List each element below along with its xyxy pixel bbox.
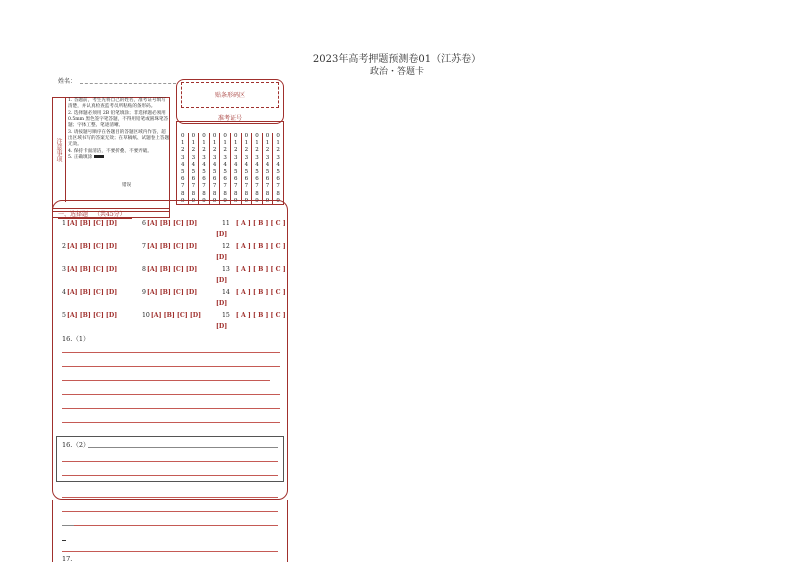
ticket-digit-column[interactable] <box>242 133 253 205</box>
page-subtitle: 政治・答题卡 <box>369 67 424 77</box>
choice-question[interactable] <box>222 220 286 227</box>
ticket-digit[interactable]: 4 <box>265 161 270 168</box>
ticket-digit-column[interactable] <box>210 133 221 205</box>
ticket-digit[interactable]: 0 <box>276 133 280 139</box>
ticket-digit-column[interactable] <box>263 133 274 205</box>
answer-line[interactable] <box>62 352 280 353</box>
choice-number: 11 <box>222 220 230 227</box>
ticket-digit[interactable]: 2 <box>212 147 217 154</box>
ticket-digit[interactable]: 6 <box>191 176 196 183</box>
choice-number: 12 <box>222 243 230 250</box>
ticket-digit[interactable]: 8 <box>234 190 238 197</box>
correct-fill-mark <box>94 155 104 158</box>
section-title-text: 一、选择题 <box>58 211 89 218</box>
choice-number: 2 <box>62 243 66 250</box>
ticket-digit[interactable]: 9 <box>202 197 206 204</box>
ticket-digit[interactable]: 0 <box>265 133 270 139</box>
ticket-digit[interactable]: 3 <box>244 154 249 161</box>
ticket-digit[interactable]: 2 <box>265 147 270 154</box>
ticket-digit[interactable]: 9 <box>212 197 217 204</box>
choice-option-d[interactable]: [D] <box>216 300 228 307</box>
ticket-digit[interactable]: 1 <box>234 140 238 147</box>
choice-options[interactable]: [A] [B] [C] [D] <box>150 312 202 319</box>
choice-question[interactable] <box>142 312 201 319</box>
answer-line[interactable] <box>62 422 280 423</box>
ticket-digit[interactable]: 0 <box>181 133 185 139</box>
ticket-digit[interactable]: 1 <box>265 140 270 147</box>
choice-option-d[interactable]: [D] <box>216 231 228 238</box>
ticket-digit[interactable]: 6 <box>202 176 206 183</box>
ticket-digit-column[interactable] <box>199 133 210 205</box>
ticket-digit[interactable]: 6 <box>255 176 259 183</box>
ticket-digit[interactable]: 4 <box>181 161 185 168</box>
ticket-digit[interactable]: 4 <box>212 161 217 168</box>
choice-options[interactable]: [A] [B] [C] [D] <box>66 312 118 319</box>
ticket-digit[interactable]: 3 <box>212 154 217 161</box>
ticket-digit[interactable]: 9 <box>191 197 196 204</box>
ticket-digit[interactable]: 6 <box>265 176 270 183</box>
notice-item-correct <box>68 155 170 161</box>
ticket-digit[interactable]: 7 <box>255 183 259 190</box>
ticket-digit[interactable]: 6 <box>276 176 280 183</box>
ticket-digit-column[interactable] <box>189 133 200 205</box>
choice-number: 15 <box>222 312 230 319</box>
ticket-digit[interactable]: 9 <box>223 197 227 204</box>
ticket-digit[interactable]: 5 <box>181 169 185 176</box>
ticket-digit[interactable]: 0 <box>244 133 249 139</box>
ticket-digit[interactable]: 0 <box>191 133 196 139</box>
ticket-digit[interactable]: 8 <box>202 190 206 197</box>
ticket-digit[interactable]: 1 <box>276 140 280 147</box>
ticket-digit[interactable]: 2 <box>223 147 227 154</box>
choice-option-d[interactable]: [D] <box>216 277 228 284</box>
ticket-digit[interactable]: 4 <box>255 161 259 168</box>
frame-right-border <box>287 500 288 562</box>
frame-left-border <box>52 500 53 562</box>
barcode-label: 贴条形码区 <box>181 82 279 108</box>
ticket-digit[interactable]: 1 <box>223 140 227 147</box>
notice-item: 4. 保持卡面清洁，不要折叠、不要弄破。 <box>68 148 152 154</box>
ticket-number-label: 准考证号 <box>217 115 242 122</box>
answer-line[interactable] <box>74 525 278 526</box>
choice-options[interactable]: [A] [B] [C] [D] <box>66 266 118 273</box>
ticket-digit[interactable]: 5 <box>276 169 280 176</box>
ticket-digit[interactable]: 7 <box>223 183 227 190</box>
wrong-fill-example <box>122 182 131 188</box>
ticket-digit[interactable]: 2 <box>191 147 196 154</box>
ticket-digit[interactable]: 5 <box>265 169 270 176</box>
choice-question[interactable] <box>142 220 197 227</box>
ticket-digit[interactable]: 9 <box>181 197 185 204</box>
ticket-digit[interactable]: 2 <box>276 147 280 154</box>
ticket-digit[interactable]: 7 <box>265 183 270 190</box>
choice-options[interactable]: [A] [B] [C] [D] <box>66 289 118 296</box>
choice-number: 5 <box>62 312 66 319</box>
choice-options[interactable]: [A] [B] [C] [D] <box>66 220 118 227</box>
answer-line[interactable] <box>62 497 278 498</box>
notice-side-label: 注意事项 <box>52 97 66 202</box>
ticket-digit[interactable]: 2 <box>255 147 259 154</box>
choice-number: 1 <box>62 220 66 227</box>
answer-line[interactable] <box>62 475 278 476</box>
choice-number: 4 <box>62 289 66 296</box>
ticket-digit[interactable]: 9 <box>265 197 270 204</box>
ticket-digit[interactable]: 0 <box>223 133 227 139</box>
ticket-digit[interactable]: 7 <box>244 183 249 190</box>
ticket-digit[interactable]: 7 <box>191 183 196 190</box>
ticket-digit[interactable]: 0 <box>255 133 259 139</box>
page-title: 2023年高考押题预测卷01（江苏卷） <box>312 54 482 65</box>
ticket-digit[interactable]: 5 <box>234 169 238 176</box>
ticket-number-grid <box>178 133 283 205</box>
ticket-digit[interactable]: 7 <box>234 183 238 190</box>
choice-question[interactable] <box>222 243 286 250</box>
ticket-digit[interactable]: 3 <box>223 154 227 161</box>
ticket-digit[interactable]: 7 <box>181 183 185 190</box>
ticket-digit[interactable]: 8 <box>223 190 227 197</box>
ticket-digit[interactable]: 1 <box>244 140 249 147</box>
ticket-digit[interactable]: 1 <box>191 140 196 147</box>
section-points: （共45分） <box>94 211 126 218</box>
choice-options[interactable]: [A] [B] [C] [D] <box>66 243 118 250</box>
ticket-digit[interactable]: 6 <box>244 176 249 183</box>
notice-item: 3. 请按题号顺序在各题目的答题区域内作答，超出区域书写的答案无效；在草稿纸、试题卷上答题无效。 <box>68 129 170 148</box>
choice-number: 3 <box>62 266 66 273</box>
ticket-digit[interactable]: 7 <box>212 183 217 190</box>
choice-options[interactable]: [ A ] [ B ] [ C ] <box>235 266 286 273</box>
ticket-digit[interactable]: 8 <box>191 190 196 197</box>
choice-question[interactable] <box>62 289 117 296</box>
choice-question[interactable] <box>222 289 286 296</box>
ticket-digit[interactable]: 5 <box>191 169 196 176</box>
answer-line[interactable] <box>62 366 280 367</box>
choice-options[interactable]: [ A ] [ B ] [ C ] <box>235 289 286 296</box>
ticket-digit[interactable]: 2 <box>202 147 206 154</box>
ticket-digit[interactable]: 3 <box>234 154 238 161</box>
ticket-digit-column[interactable] <box>252 133 263 205</box>
ticket-digit[interactable]: 4 <box>202 161 206 168</box>
choice-options[interactable]: [A] [B] [C] [D] <box>146 266 198 273</box>
ticket-digit[interactable]: 9 <box>276 197 280 204</box>
choice-option-d[interactable]: [D] <box>216 323 228 330</box>
answer-line[interactable] <box>62 380 270 381</box>
ticket-digit[interactable]: 5 <box>212 169 217 176</box>
ticket-digit[interactable]: 1 <box>212 140 217 147</box>
ticket-digit[interactable]: 5 <box>202 169 206 176</box>
ticket-digit[interactable]: 6 <box>212 176 217 183</box>
ticket-digit[interactable]: 2 <box>181 147 185 154</box>
ticket-digit[interactable]: 8 <box>265 190 270 197</box>
notice-item: 2. 选择题必须用 2B 铅笔填涂；非选择题必须用 0.5mm 黑色签字笔答题，不得用铅笔或圆珠笔答题；字体工整、笔迹清晰。 <box>68 110 169 129</box>
ticket-digit[interactable]: 9 <box>255 197 259 204</box>
answer-line[interactable] <box>62 461 278 462</box>
ticket-digit[interactable]: 3 <box>181 154 185 161</box>
choice-options[interactable]: [ A ] [ B ] [ C ] <box>235 312 286 319</box>
ticket-digit[interactable]: 9 <box>244 197 249 204</box>
answer-line[interactable] <box>62 408 280 409</box>
ticket-digit[interactable]: 5 <box>255 169 259 176</box>
ticket-digit-column[interactable] <box>273 133 283 205</box>
choice-question[interactable] <box>142 266 197 273</box>
choice-number: 9 <box>142 289 146 296</box>
short-line <box>62 540 66 541</box>
choice-number: 14 <box>222 289 230 296</box>
ticket-digit-column[interactable] <box>231 133 242 205</box>
notice-list <box>68 98 170 162</box>
choice-question[interactable] <box>62 243 117 250</box>
ticket-digit[interactable]: 7 <box>276 183 280 190</box>
ticket-digit[interactable]: 8 <box>244 190 249 197</box>
wrong-fill-label: 错误 <box>122 183 132 188</box>
choice-options[interactable]: [A] [B] [C] [D] <box>146 289 198 296</box>
question-16-2-label: 16.（2） <box>62 441 90 449</box>
choice-question[interactable] <box>222 312 286 319</box>
ticket-digit[interactable]: 6 <box>223 176 227 183</box>
ticket-digit[interactable]: 7 <box>202 183 206 190</box>
choice-number: 6 <box>142 220 146 227</box>
ticket-digit[interactable]: 0 <box>202 133 206 139</box>
correct-fill-label: 5. 正确填涂 <box>68 155 93 161</box>
ticket-digit[interactable]: 3 <box>255 154 259 161</box>
choice-question[interactable] <box>142 289 197 296</box>
choice-question[interactable] <box>142 243 197 250</box>
ticket-digit[interactable]: 2 <box>234 147 238 154</box>
choice-question[interactable] <box>62 220 117 227</box>
choice-number: 8 <box>142 266 146 273</box>
section-title <box>58 209 132 219</box>
notice-item: 1. 答题前，考生先将自己的姓名，准考证号填写清楚，并认真检查监考员所粘贴的条形码。 <box>68 98 166 110</box>
name-label: 姓名： <box>58 78 77 85</box>
ticket-digit[interactable]: 4 <box>244 161 249 168</box>
ticket-digit[interactable]: 5 <box>223 169 227 176</box>
choice-question[interactable] <box>62 266 117 273</box>
ticket-digit[interactable]: 4 <box>234 161 238 168</box>
question-17-label: 17. <box>62 555 73 563</box>
answer-line[interactable] <box>88 447 278 448</box>
ticket-digit[interactable]: 3 <box>265 154 270 161</box>
ticket-digit[interactable]: 0 <box>212 133 217 139</box>
ticket-digit-column[interactable] <box>220 133 231 205</box>
question-16-1-label: 16.（1） <box>62 335 90 343</box>
answer-line[interactable] <box>62 551 278 552</box>
choice-question[interactable] <box>62 312 117 319</box>
ticket-digit[interactable]: 8 <box>276 190 280 197</box>
ticket-digit[interactable]: 4 <box>276 161 280 168</box>
ticket-digit[interactable]: 3 <box>276 154 280 161</box>
choice-question[interactable] <box>222 266 286 273</box>
answer-line[interactable] <box>62 394 280 395</box>
ticket-digit[interactable]: 1 <box>181 140 185 147</box>
choice-number: 10 <box>142 312 150 319</box>
ticket-digit[interactable]: 8 <box>181 190 185 197</box>
choice-options[interactable]: [ A ] [ B ] [ C ] <box>235 243 286 250</box>
ticket-digit[interactable]: 3 <box>191 154 196 161</box>
ticket-digit-column[interactable] <box>178 133 189 205</box>
choice-options[interactable]: [A] [B] [C] [D] <box>146 220 198 227</box>
ticket-digit[interactable]: 1 <box>255 140 259 147</box>
choice-options[interactable]: [A] [B] [C] [D] <box>146 243 198 250</box>
name-field[interactable] <box>80 83 176 84</box>
ticket-digit[interactable]: 3 <box>202 154 206 161</box>
ticket-digit[interactable]: 5 <box>244 169 249 176</box>
answer-line[interactable] <box>62 525 74 526</box>
ticket-digit[interactable]: 8 <box>255 190 259 197</box>
ticket-digit[interactable]: 0 <box>234 133 238 139</box>
ticket-digit[interactable]: 4 <box>223 161 227 168</box>
choice-number: 13 <box>222 266 230 273</box>
ticket-digit[interactable]: 1 <box>202 140 206 147</box>
ticket-digit[interactable]: 9 <box>234 197 238 204</box>
ticket-digit[interactable]: 8 <box>212 190 217 197</box>
choice-option-d[interactable]: [D] <box>216 254 228 261</box>
ticket-digit[interactable]: 6 <box>234 176 238 183</box>
ticket-digit[interactable]: 2 <box>244 147 249 154</box>
ticket-digit[interactable]: 4 <box>191 161 196 168</box>
answer-line[interactable] <box>62 511 278 512</box>
choice-options[interactable]: [ A ] [ B ] [ C ] <box>235 220 286 227</box>
ticket-digit[interactable]: 6 <box>181 176 185 183</box>
choice-number: 7 <box>142 243 146 250</box>
